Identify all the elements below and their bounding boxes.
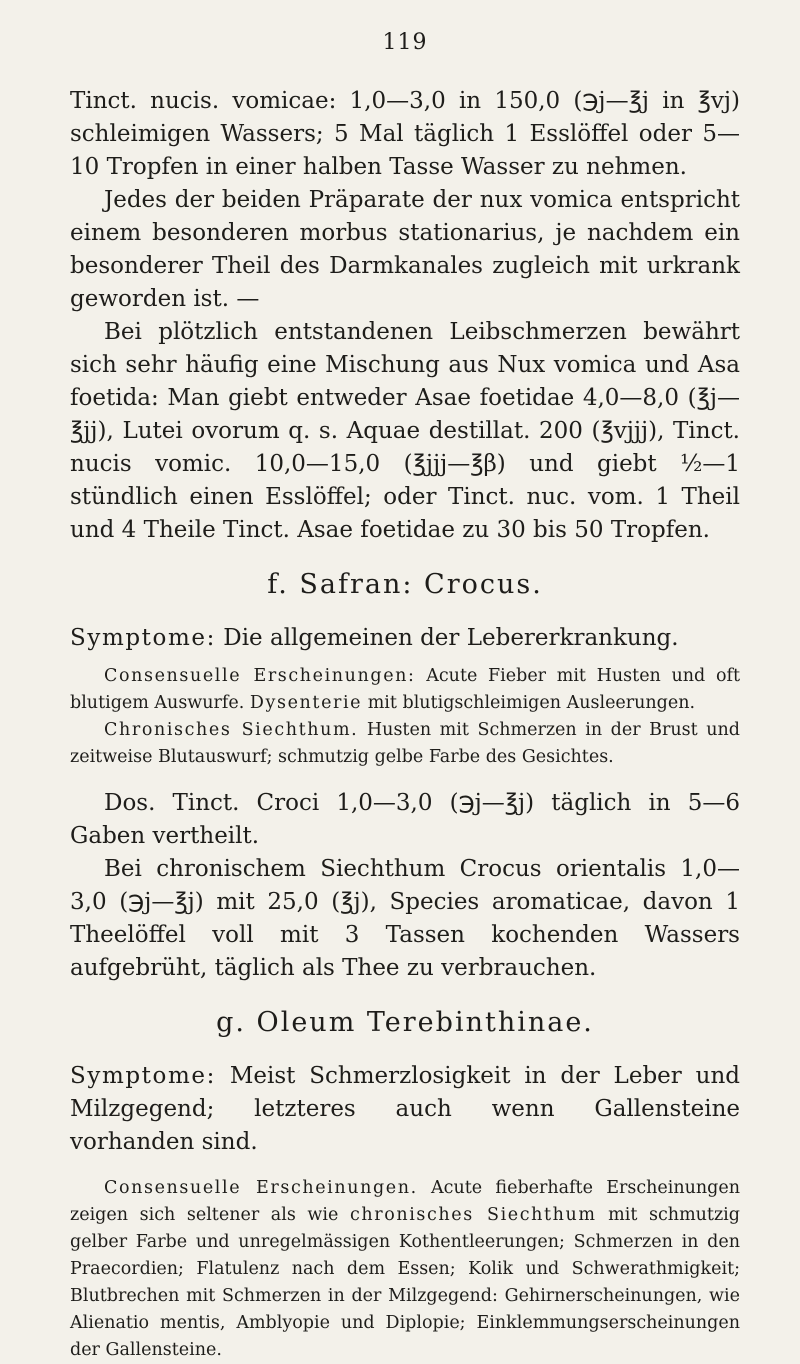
symptoms-label: Symptome: xyxy=(70,1063,216,1089)
chronic-crocus: Chronisches Siechthum. Husten mit Schmerzen in der Brust und zeitweise Blutauswurf; schmutzig gelbe Farbe des Gesichtes. xyxy=(70,720,741,767)
chronic-dose-crocus: Bei chronischem Siechthum Crocus orientalis 1,0—3,0 (℈j—℥j) mit 25,0 (℥j), Species aromaticae, davon 1 Theelöffel voll mit 3 Tassen kochenden Wassers aufgebrüht, täglich als Thee zu verbrauchen. xyxy=(70,856,740,981)
symptoms-terebinthinae: Symptome: Meist Schmerzlosigkeit in der Leber und Milzgegend; letzteres auch wenn Gallensteine vorhanden sind. xyxy=(70,1063,740,1155)
section-heading-crocus: f. Safran: Crocus. xyxy=(267,569,543,600)
consensual-label: Consensuelle Erscheinungen. xyxy=(104,1178,418,1198)
dose-crocus: Dos. Tinct. Croci 1,0—3,0 (℈j—℥j) täglich in 5—6 Gaben vertheilt. xyxy=(70,790,740,849)
symptoms-crocus xyxy=(70,622,740,655)
symptoms-text: Die allgemeinen der Lebererkrankung. xyxy=(215,625,679,651)
dysenterie-label: Dysenterie xyxy=(249,693,363,713)
paragraph-tinct-nucis: Tinct. nucis. vomicae: 1,0—3,0 in 150,0 (℈j—℥j in ℥vj) schleimigen Wassers; 5 Mal täglich 1 Esslöffel oder 5—10 Tropfen in einer halben Tasse Wasser zu nehmen. xyxy=(70,88,740,180)
chronic-label: chronisches Siechthum xyxy=(349,1205,597,1225)
paragraph-praeparate: Jedes der beiden Präparate der nux vomica entspricht einem besonderen morbus stationarius, je nachdem ein besonderer Theil des Darmkanales zugleich mit urkrank geworden ist. — xyxy=(70,187,740,312)
paragraph-leibschmerzen: Bei plötzlich entstandenen Leibschmerzen bewährt sich sehr häufig eine Mischung aus Nux vomica und Asa foetida: Man giebt entweder Asae foetidae 4,0—8,0 (℥j—℥jj), Lutei ovorum q. s. Aquae destillat. 200 (℥vjjj), Tinct. nucis vomic. 10,0—15,0 (℥jjj—℥β) und giebt ½—1 stündlich einen Esslöffel; oder Tinct. nuc. vom. 1 Theil und 4 Theile Tinct. Asae foetidae zu 30 bis 50 Tropfen. xyxy=(70,319,740,543)
page-number: 119 xyxy=(382,30,428,55)
symptoms-label: Symptome: xyxy=(70,625,216,651)
consensual-label: Consensuelle Erscheinungen: xyxy=(104,666,416,686)
chronic-label: Chronisches Siechthum. xyxy=(104,720,359,740)
dose-label: Dos. xyxy=(104,790,156,816)
section-heading-terebinthinae: g. Oleum Terebinthinae. xyxy=(216,1007,594,1038)
consensual-terebinthinae: Consensuelle Erscheinungen. Acute fieberhafte Erscheinungen zeigen sich seltener als wie chronisches Siechthum mit schmutzig gelber Farbe und unregelmässigen Kothentleerungen; Schmerzen in den Praecordien; Flatulenz nach dem Essen; Kolik und Schwerathmigkeit; Blutbrechen mit Schmerzen in der Milzgegend: Gehirnerscheinungen, wie Alienatio mentis, Amblyopie und Diplopie; Einklemmungserscheinungen der Gallensteine. xyxy=(70,1178,740,1360)
consensual-crocus: Consensuelle Erscheinungen: Acute Fieber mit Husten und oft blutigem Auswurfe. Dysenterie mit blutigschleimigen Ausleerungen. xyxy=(70,666,740,713)
